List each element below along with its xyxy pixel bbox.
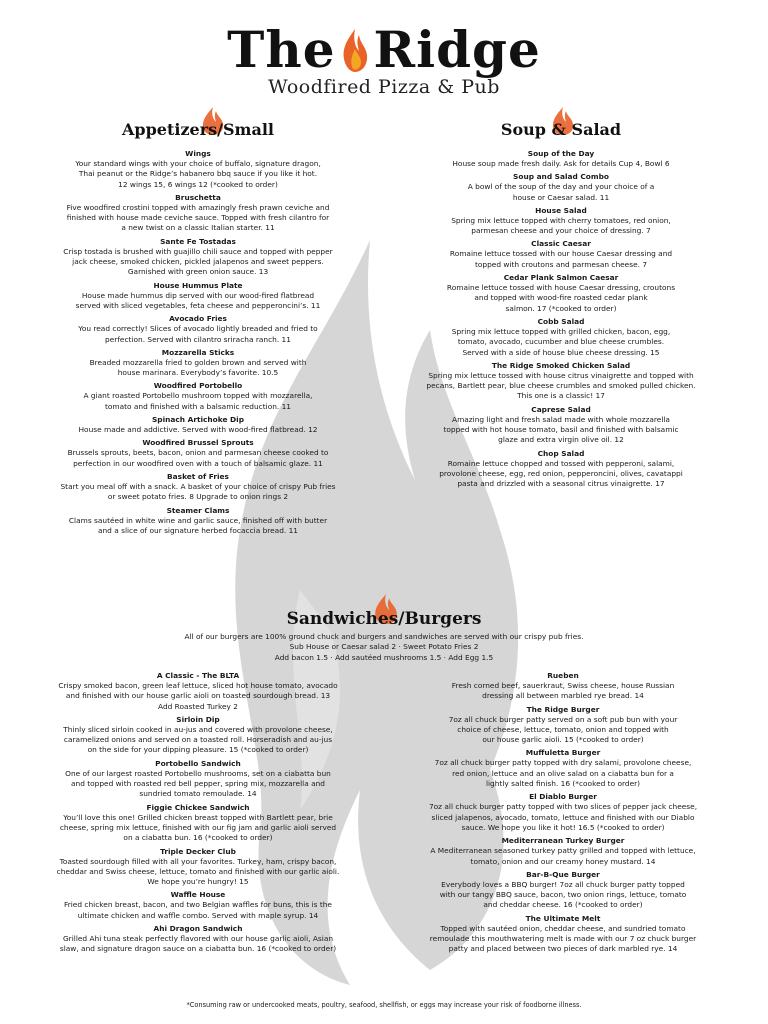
menu-item-name: Figgie Chickee Sandwich [146,802,250,812]
sandwiches-left-list [28,671,368,958]
appetizers-list [28,149,368,539]
menu-item [28,506,368,540]
menu-item-name: Basket of Fries [167,471,229,481]
menu-item-name: Woodfired Brussel Sprouts [142,438,254,448]
menu-item-name: Wings [185,149,211,158]
menu-item-name: El Diablo Burger [529,792,597,802]
menu-item-name: Rueben [547,671,579,680]
sandwiches-intro: All of our burgers are 100% ground chuck and burgers and sandwiches are served with our crispy pub fries. Sub House or Caesar salad 2 · Sweet Potato Fries 2 Add bacon 1.5 · Add sautéed mushrooms 1.5 · Add Egg 1.5 [184,632,584,662]
menu-item-description: Spring mix lettuce topped with grilled chicken, bacon, egg, tomato, avocado, cucumber and blue cheese crumbles. Served with a side of house blue cheese dressing. 15 [451,326,671,357]
menu-item-name: Mediterranean Turkey Burger [501,836,625,846]
menu-item [28,671,368,715]
menu-item-description: House soup made fresh daily. Ask for details Cup 4, Bowl 6 [452,159,670,168]
sandwiches-left-section [28,671,368,958]
menu-item-description: You’ll love this one! Grilled chicken breast topped with Bartlett pear, brie cheese, spring mix lettuce, finished with our fig jam and garlic aioli served on a ciabatta bun. 16 (*cooked to order) [59,812,337,843]
soup-salad-list [402,149,720,493]
sandwiches-right-list [398,671,728,958]
menu-item [28,281,368,315]
menu-item-description: Brussels sprouts, beets, bacon, onion and parmesan cheese cooked to perfection in our woodfired oven with a touch of balsamic glaze. 11 [67,448,329,468]
footnote: *Consuming raw or undercooked meats, poultry, seafood, shellfish, or eggs may increase your risk of foodborne illness. [186,1001,582,1009]
menu-item [28,348,368,382]
menu-item-name: Cedar Plank Salmon Caesar [503,273,619,283]
menu-item-name: House Hummus Plate [153,280,243,290]
menu-item-description: 7oz all chuck burger patty topped with two slices of pepper jack cheese, sliced jalapenos, avocado, tomato, lettuce and finished with our Diablo sauce. We hope you like it hot! 16.5 (*cooked to order) [428,802,698,832]
appetizers-section [28,120,368,539]
menu-item [28,803,368,847]
menu-item [402,449,720,493]
menu-item [28,237,368,281]
menu-item-description: A Mediterranean seasoned turkey patty grilled and topped with lettuce, tomato, onion and our creamy honey mustard. 14 [430,846,696,866]
menu-item [28,847,368,891]
menu-item-description: Spring mix lettuce topped with cherry tomatoes, red onion, parmesan cheese and your choice of dressing. 7 [451,215,671,236]
menu-item-name: Portobello Sandwich [155,758,241,768]
menu-item-name: Steamer Clams [166,505,230,515]
menu-item [28,438,368,472]
brand-subtitle: Woodfired Pizza & Pub [268,76,500,98]
menu-item-name: Bruschetta [175,192,221,202]
menu-item-description: Five woodfired crostini topped with amazingly fresh prawn ceviche and finished with house made ceviche sauce. Topped with fresh cilantro for a new twist on a classic Italian starter. 11 [66,202,330,233]
menu-item-description: Fresh corned beef, sauerkraut, Swiss cheese, house Russian dressing all between marbled rye bread. 14 [451,681,675,701]
menu-item-description: Spring mix lettuce tossed with house citrus vinaigrette and topped with pecans, Bartlett pear, blue cheese crumbles and smoked pulled chicken. This one is a classic! 17 [426,370,696,401]
menu-item [28,381,368,415]
menu-item-description: Clams sautéed in white wine and garlic sauce, finished off with butter and a slice of our signature herbed focaccia bread. 11 [68,515,328,535]
menu-item [28,193,368,237]
menu-item [398,792,728,836]
menu-item-description: Breaded mozzarella fried to golden brown and served with house marinara. Everybody’s favorite. 10.5 [89,357,307,378]
menu-item [402,172,720,206]
menu-item-description: A giant roasted Portobello mushroom topped with mozzarella, tomato and finished with a balsamic reduction. 11 [83,391,313,411]
menu-item-description: Amazing light and fresh salad made with whole mozzarella topped with hot house tomato, basil and finished with balsamic glaze and extra virgin olive oil. 12 [443,414,679,445]
logo-word-ridge: Ridge [373,20,541,79]
menu-item [402,405,720,449]
menu-item [28,924,368,958]
menu-item-description: 7oz all chuck burger patty topped with dry salami, provolone cheese, red onion, lettuce and an olive salad on a ciabatta bun for a lightly salted finish. 16 (*cooked to order) [434,758,692,789]
menu-item [402,239,720,273]
menu-item [28,472,368,506]
menu-item-name: Ahi Dragon Sandwich [153,924,243,934]
menu-item-name: Classic Caesar [531,239,591,249]
menu-item-description: One of our largest roasted Portobello mushrooms, set on a ciabatta bun and topped with roasted red bell pepper, spring mix, mozzarella and sundried tomato remoulade. 14 [65,768,331,799]
menu-item-description: Grilled Ahi tuna steak perfectly flavored with our house garlic aioli, Asian slaw, and signature dragon sauce on a ciabatta bun. 16 (*cooked to order) [59,934,337,954]
menu-item-description: Your standard wings with your choice of buffalo, signature dragon, Thai peanut or the Ridge’s habanero bbq sauce if you like it hot. 12 wings 15, 6 wings 12 (*cooked to order) [75,159,321,189]
menu-item [402,361,720,405]
menu-item-description: Thinly sliced sirloin cooked in au-jus and covered with provolone cheese, caramelized onions and served on a toasted roll. Horseradish and au-jus on the side for your dipping pleasure. 15 (*cooked to order) [63,724,333,755]
appetizers-heading: Appetizers/Small [28,120,368,140]
menu-item-description: Toasted sourdough filled with all your favorites. Turkey, ham, crispy bacon, cheddar and Swiss cheese, lettuce, tomato and finished with our garlic aioli. We hope you’re hungry! 15 [56,856,340,887]
sandwiches-header [0,609,768,663]
menu-item-name: Woodfired Portobello [153,381,243,391]
menu-item-name: A Classic - The BLTA [156,671,240,680]
menu-item-name: Muffuletta Burger [525,748,601,758]
menu-item-description: 7oz all chuck burger patty served on a soft pub bun with your choice of cheese, lettuce, tomato, onion and topped with our house garlic aioli. 15 (*cooked to order) [448,714,678,745]
menu-item-name: Waffle House [170,890,226,900]
menu-item-name: Sante Fe Tostadas [160,236,236,246]
menu-item-description: You read correctly! Slices of avocado lightly breaded and fried to perfection. Served with cilantro sriracha ranch. 11 [78,324,318,344]
menu-item-description: House made and addictive. Served with wood-fired flatbread. 12 [78,425,318,435]
menu-item [398,671,728,705]
soup-salad-section [402,120,720,493]
menu-item-description: Crispy smoked bacon, green leaf lettuce, sliced hot house tomato, avocado and finished with our house garlic aioli on toasted sourdough bread. 13 Add Roasted Turkey 2 [58,681,338,711]
sandwiches-heading: Sandwiches/Burgers [0,609,768,629]
menu-item [402,206,720,240]
soup-salad-heading: Soup & Salad [402,120,720,140]
flame-icon [340,27,370,73]
menu-item [398,836,728,870]
menu-item-name: The Ridge Smoked Chicken Salad [491,360,631,370]
menu-item-description: Romaine lettuce chopped and tossed with pepperoni, salami, provolone cheese, egg, red onion, pepperoncini, olives, cavatappi pasta and drizzled with a seasonal citrus vinaigrette. 17 [439,458,683,489]
menu-item-name: Avocado Fries [169,314,227,324]
menu-item-description: Crisp tostada is brushed with guajillo chili sauce and topped with pepper jack cheese, smoked chicken, pickled jalapenos and sweet peppers. Garnished with green onion sauce. 13 [63,246,333,277]
menu-item [402,317,720,361]
menu-item-name: Spinach Artichoke Dip [151,415,245,425]
menu-item [28,715,368,759]
menu-item-name: House Salad [535,205,587,215]
menu-item-description: House made hummus dip served with our wood-fired flatbread served with sliced vegetables, feta cheese and pepperoncini’s. 11 [75,290,321,310]
menu-item-name: The Ridge Burger [526,704,600,714]
menu-item-description: A bowl of the soup of the day and your choice of a house or Caesar salad. 11 [467,182,655,202]
menu-item-name: Triple Decker Club [160,846,236,856]
menu-item-description: Everybody loves a BBQ burger! 7oz all chuck burger patty topped with our tangy BBQ sauce, bacon, two onion rings, lettuce, tomato and cheddar cheese. 16 (*cooked to order) [439,879,687,910]
menu-item-name: Soup of the Day [527,149,595,158]
menu-item [398,748,728,792]
menu-item [28,314,368,348]
menu-item-name: Sirloin Dip [176,714,220,724]
menu-item-description: Romaine lettuce tossed with our house Caesar dressing and topped with croutons and parmesan cheese. 7 [449,249,673,269]
logo-word-the: The [227,20,336,79]
menu-item-description: Start you meal off with a snack. A basket of your choice of crispy Pub fries or sweet potato fries. 8 Upgrade to onion rings 2 [60,481,336,502]
menu-item [398,870,728,914]
menu-item-name: Chop Salad [537,448,585,458]
menu-item-name: Bar-B-Que Burger [526,869,600,879]
menu-item [402,273,720,317]
sandwiches-right-section [398,671,728,958]
menu-item-name: Soup and Salad Combo [513,172,609,182]
menu-item-name: Caprese Salad [531,404,591,414]
menu-item-name: Mozzarella Sticks [161,347,235,357]
menu-item-name: Cobb Salad [537,316,585,326]
menu-item [398,705,728,749]
menu-item-description: Topped with sautéed onion, cheddar cheese, and sundried tomato remoulade this mouthwatering melt is made with our 7 oz chuck burger patty and placed between two pieces of dark marbled rye. 14 [429,923,697,954]
menu-item [28,149,368,193]
menu-item-name: The Ultimate Melt [525,913,601,923]
logo [227,22,541,78]
menu-item [398,914,728,958]
menu-item [28,759,368,803]
menu-item-description: Romaine lettuce tossed with house Caesar dressing, croutons and topped with wood-fire roasted cedar plank salmon. 17 (*cooked to order) [446,283,676,313]
menu-item-description: Fried chicken breast, bacon, and two Belgian waffles for buns, this is the ultimate chicken and waffle combo. Served with maple syrup. 14 [64,900,332,920]
menu-item [402,149,720,172]
menu-item [28,415,368,438]
brand-header [0,22,768,98]
menu-item [28,890,368,924]
